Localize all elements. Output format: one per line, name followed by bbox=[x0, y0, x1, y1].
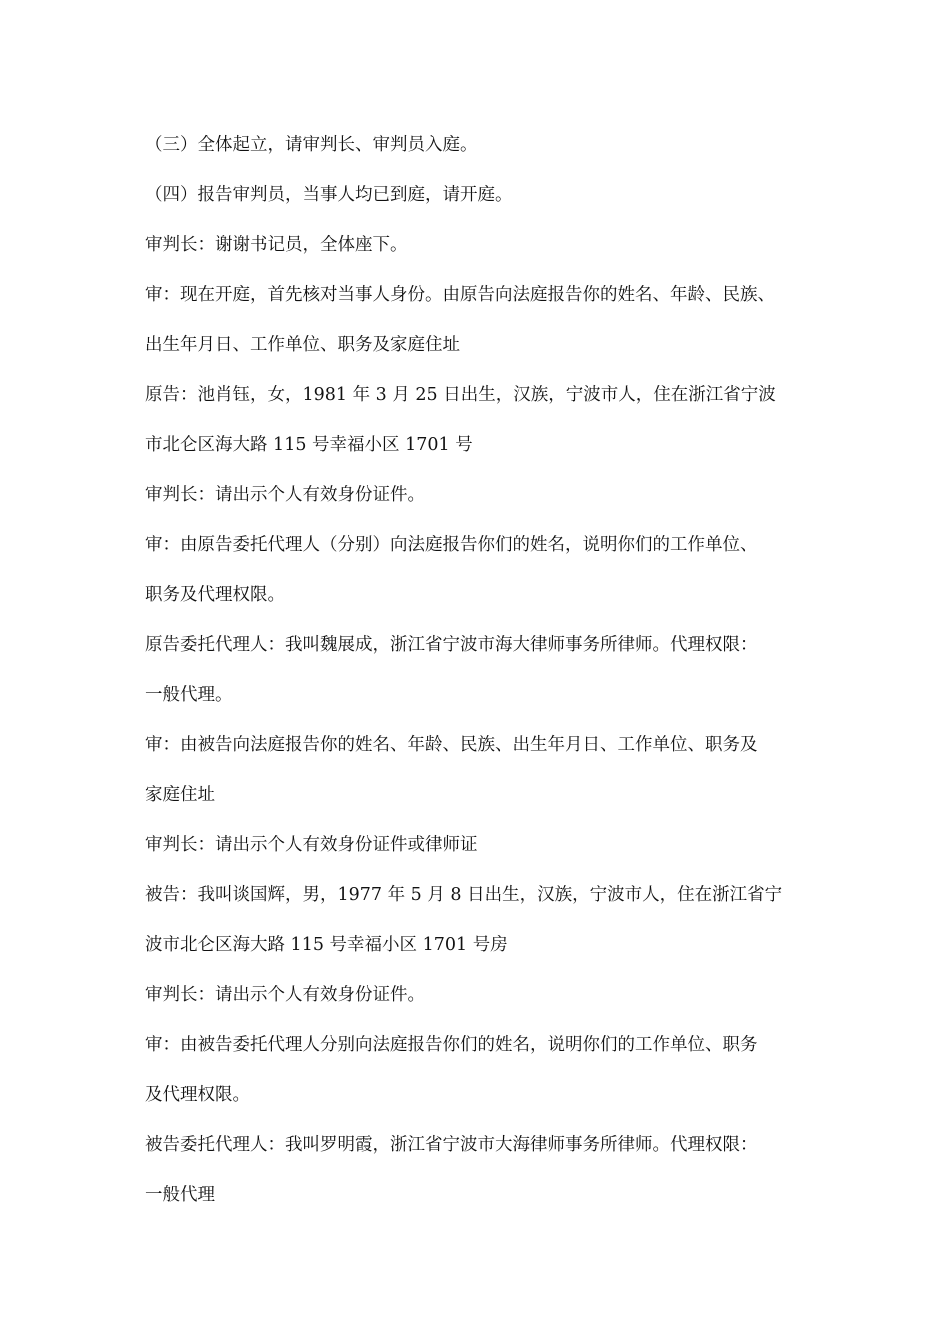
text-line: 出生年月日、工作单位、职务及家庭住址 bbox=[145, 335, 460, 355]
text-line: 市北仑区海大路 115 号幸福小区 1701 号 bbox=[145, 435, 473, 455]
text-line: 原告：池肖钰，女，1981 年 3 月 25 日出生，汉族，宁波市人，住在浙江省宁波 bbox=[145, 385, 776, 405]
text-line: 被告委托代理人：我叫罗明霞，浙江省宁波市大海律师事务所律师。代理权限： bbox=[145, 1135, 758, 1155]
text-line: 一般代理 bbox=[145, 1185, 215, 1205]
text-line: 波市北仑区海大路 115 号幸福小区 1701 号房 bbox=[145, 935, 508, 955]
text-line: 审判长：谢谢书记员，全体座下。 bbox=[145, 235, 408, 255]
text-line: （三）全体起立，请审判长、审判员入庭。 bbox=[145, 135, 478, 155]
text-line: 审判长：请出示个人有效身份证件或律师证 bbox=[145, 835, 478, 855]
text-line: （四）报告审判员，当事人均已到庭，请开庭。 bbox=[145, 185, 513, 205]
text-line: 审：现在开庭，首先核对当事人身份。由原告向法庭报告你的姓名、年龄、民族、 bbox=[145, 285, 775, 305]
text-line: 及代理权限。 bbox=[145, 1085, 250, 1105]
text-line: 职务及代理权限。 bbox=[145, 585, 285, 605]
text-line: 审判长：请出示个人有效身份证件。 bbox=[145, 485, 425, 505]
text-line: 审判长：请出示个人有效身份证件。 bbox=[145, 985, 425, 1005]
text-line: 一般代理。 bbox=[145, 685, 233, 705]
text-line: 被告：我叫谈国辉，男，1977 年 5 月 8 日出生，汉族，宁波市人，住在浙江省宁 bbox=[145, 885, 783, 905]
text-line: 原告委托代理人：我叫魏展成，浙江省宁波市海大律师事务所律师。代理权限： bbox=[145, 635, 758, 655]
text-line: 家庭住址 bbox=[145, 785, 215, 805]
text-line: 审：由被告向法庭报告你的姓名、年龄、民族、出生年月日、工作单位、职务及 bbox=[145, 735, 758, 755]
text-line: 审：由被告委托代理人分别向法庭报告你们的姓名，说明你们的工作单位、职务 bbox=[145, 1035, 758, 1055]
document-body bbox=[145, 120, 815, 1220]
text-line: 审：由原告委托代理人（分别）向法庭报告你们的姓名，说明你们的工作单位、 bbox=[145, 535, 758, 555]
